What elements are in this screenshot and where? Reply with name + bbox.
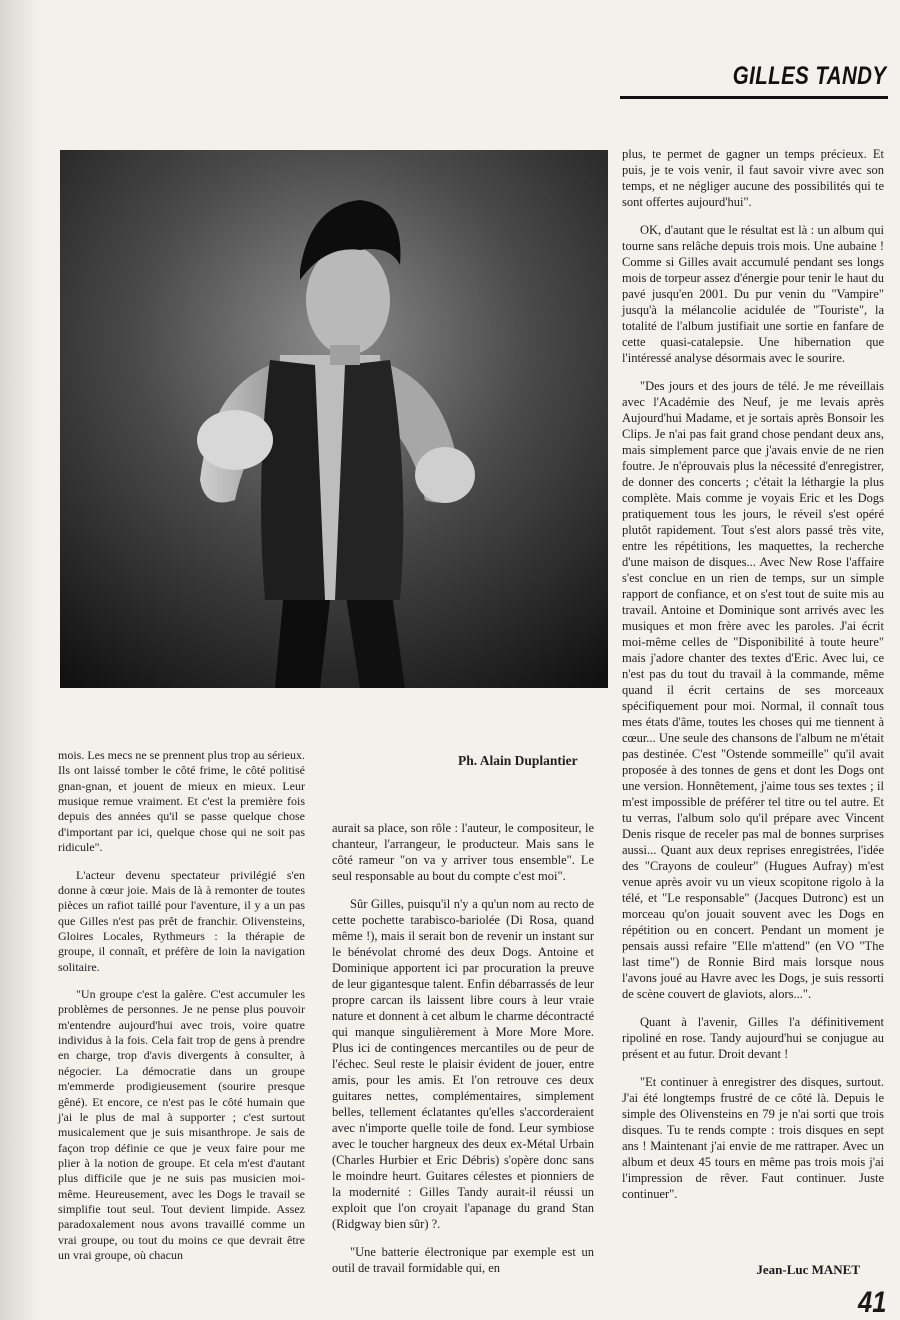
paragraph: OK, d'autant que le résultat est là : un album qui tourne sans relâche depuis trois mois. Une aubaine ! Comme si Gilles avait accumulé pendant ses longs mois de torpeur assez d'énergie pour tenir le haut du pavé jusqu'en 2001. Du pur venin du "Vampire" jusqu'à la mélancolie acidulée de "Touriste", la totalité de l'album justifiait une sortie en fanfare de cette quasi-catalepsie. Une hibernation que l'intéressé analyse désormais avec le sourire. bbox=[622, 223, 884, 365]
text-column-1 bbox=[58, 748, 305, 1264]
paragraph: "Un groupe c'est la galère. C'est accumuler les problèmes de personnes. Je ne pense plus pouvoir m'entendre aujourd'hui avec trois, voire quatre individus à la fois. Cela fait trop de gens à prendre en charge, trop d'avis divergents à consulter, à négocier. La démocratie dans un groupe m'emmerde prodigieusement (sourire presque gêné). Et encore, ce n'est pas le côté humain que j'ai le plus de mal à supporter ; c'est surtout musicalement que je suis misanthrope. Je sais de façon trop définie ce que je veux faire pour me plier à la notion de groupe. Et cela m'est d'autant plus difficile que je ne suis pas musicien moi-même. Heureusement, avec les Dogs le travail se simplifie tout seul. Tout devient limpide. Assez paradoxalement nous avons travaillé comme un vrai groupe, ou tout du moins ce que devrait être un vrai groupe, où chacun bbox=[58, 987, 305, 1263]
page-fold-shadow bbox=[0, 0, 40, 1320]
text-column-3 bbox=[622, 146, 884, 1202]
author-signature: Jean-Luc MANET bbox=[756, 1262, 860, 1277]
paragraph: L'acteur devenu spectateur privilégié s'en donne à cœur joie. Mais de là à remonter de toutes pièces un rafiot taillé pour l'aventure, il y a un pas que Gilles n'est pas prêt de franchir. Olivensteins, Gloires Locales, Rythmeurs : la thérapie de groupe, il connaît, et préfère de loin la navigation solitaire. bbox=[58, 867, 305, 974]
paragraph: "Et continuer à enregistrer des disques, surtout. J'ai été longtemps frustré de ce côté là. Depuis le simple des Olivensteins en 79 je n'ai sorti que trois disques. Tu te rends compte : trois disques en sept ans ! Maintenant j'ai envie de me rattraper. Avec un album et deux 45 tours en même pas trois mois j'ai l'impression de rêver. Faut continuer. Juste continuer". bbox=[622, 1075, 884, 1201]
page-number: 41 bbox=[857, 1286, 886, 1319]
page-header-title: GILLES TANDY bbox=[732, 62, 886, 90]
paragraph: aurait sa place, son rôle : l'auteur, le compositeur, le chanteur, l'arrangeur, le producteur. Mais sans le côté rameur "on va y arriver tous ensemble". Le seul responsable au bout du compte c'est moi". bbox=[332, 821, 594, 883]
paragraph: "Une batterie électronique par exemple est un outil de travail formidable qui, en bbox=[332, 1245, 594, 1275]
header-rule bbox=[620, 96, 888, 99]
paragraph: "Des jours et des jours de télé. Je me réveillais avec l'Académie des Neuf, je me levais après Aujourd'hui Madame, et je sortais après Bonsoir les Clips. Je n'ai pas fait grand chose pendant deux ans, mais simplement parce que j'avais envie de ne rien foutre. Je n'éprouvais plus la nécessité d'enregistrer, de donner des concerts ; c'était la léthargie la plus complète. Mais comme je voyais Eric et les Dogs pratiquement tous les jours, le réveil s'est opéré plutôt rapidement. Tout s'est alors passé très vite, entre les répétitions, les maquettes, la recherche d'une maison de disques... Avec New Rose l'affaire s'est conclue en un rien de temps, sur un simple rapport de confiance, et on s'est tout de suite mis au travail. Antoine et Dominique sont arrivés avec les musiques et mon frère avec les paroles. J'ai écrit moi-même celles de "Disponibilité à toute heure" mais j'adore chanter des textes d'Eric. Avec lui, ce n'est pas du tout du travail à la commande, même quand il écrit certains de ses morceaux spécifiquement pour moi. Normal, il connaît tous mes états d'âme, toutes les choses qui me tiennent à cœur... Une seule des chansons de l'album ne m'était pas destinée. C'est "Ostende sommeille" qu'il avait proposée à des tonnes de gens et dont les Dogs ont une version. Honnêtement, j'aime tous ses textes ; il m'est impossible de préférer tel titre ou tel autre. Et tu verras, l'album solo qu'il prépare avec Vincent Denis risque de receler pas mal de bonnes surprises aussi... Quant aux deux reprises enregistrées, l'idée des "Crayons de couleur" (Hugues Aufray) m'est venue après avoir vu un vieux scopitone rigolo à la télé, et "Le responsable" (Jacques Dutronc) est un morceau qu'on jouait souvent avec les Dogs en répétition ou en concert. Pendant un moment je pensais aussi refaire "Elle m'attend" (en VO "The last time") de Ronnie Bird mais lorsque nous l'avons joué au Havre avec les Dogs, je suis ressorti de scène couvert de glaviots, alors...". bbox=[622, 379, 884, 1001]
paragraph: Quant à l'avenir, Gilles l'a définitivement ripoliné en rose. Tandy aujourd'hui se conjugue au présent et au futur. Droit devant ! bbox=[622, 1015, 884, 1061]
portrait-photo bbox=[60, 150, 608, 688]
paragraph: plus, te permet de gagner un temps précieux. Et puis, je te vois venir, il faut savoir vivre avec son temps, et ne négliger aucune des possibilités qui te sont offertes aujourd'hui". bbox=[622, 147, 884, 209]
text-column-2 bbox=[332, 820, 594, 1276]
paragraph: Sûr Gilles, puisqu'il n'y a qu'un nom au recto de cette pochette tarabisco-bariolée (Di Rosa, quand même !), mais il serait bon de revenir un instant sur le bénévolat chromé des deux Dogs. Antoine et Dominique apportent ici par procuration la preuve de leur gigantesque talent. Enfin débarrassés de leur propre carcan ils laissent libre cours à leur vraie nature et donnent à cet album le charme décontracté qui manque singulièrement à More More More. Plus ici de contingences mercantiles ou de peur de l'échec. Seul reste le plaisir évident de jouer, entre amis, pour les amis. Et l'on retrouve ces deux guitares nettes, complémentaires, simplement belles, tellement éclatantes qu'elles s'accorderaient avec n'importe quelle toile de fond. Leur symbiose avec le toucher hargneux des deux ex-Métal Urbain (Charles Hurbier et Eric Débris) s'opère donc sans le moindre heurt. Guitares célestes et pionniers de la modernité : Gilles Tandy aurait-il réussi un exploit que l'on croyait l'apanage du grand Stan (Ridgway bien sûr) ?. bbox=[332, 897, 594, 1231]
photo-credit: Ph. Alain Duplantier bbox=[458, 753, 578, 768]
paragraph: mois. Les mecs ne se prennent plus trop au sérieux. Ils ont laissé tomber le côté frime, le côté politisé gnan-gnan, et jouent de mieux en mieux. Leur musique remue vraiment. Et c'est la première fois depuis des années qu'il se passe quelque chose d'important par ici, quelque chose qui ne soit pas ridicule". bbox=[58, 748, 305, 855]
